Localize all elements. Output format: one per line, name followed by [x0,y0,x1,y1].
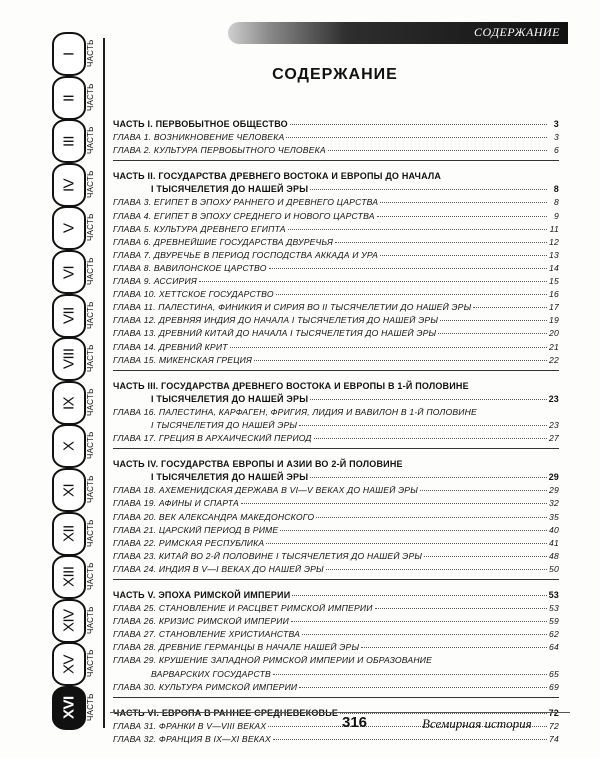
part-tab-numeral: III [52,119,86,163]
toc-entry-page: 20 [549,328,559,339]
toc-part-entry[interactable] [113,458,559,471]
toc-entry-page: 64 [549,642,559,653]
toc-leader-dots [254,360,547,361]
toc-entry-title: ГЛАВА 7. ДВУРЕЧЬЕ В ПЕРИОД ГОСПОДСТВА АККАДА И УРА [113,249,379,260]
toc-chapter-entry[interactable] [113,406,559,419]
toc-chapter-entry[interactable] [113,511,559,524]
toc-leader-dots [292,595,546,596]
toc-chapter-entry[interactable] [113,236,559,249]
toc-chapter-entry[interactable] [113,144,559,157]
toc-entry-page: 48 [549,550,559,561]
toc-leader-dots [299,425,547,426]
toc-entry-title: ГЛАВА 29. КРУШЕНИЕ ЗАПАДНОЙ РИМСКОЙ ИМПЕРИИ И ОБРАЗОВАНИЕ [113,655,433,666]
toc-entry-page: 59 [549,616,559,627]
toc-leader-dots [230,347,547,348]
part-tab[interactable] [48,117,100,163]
toc-entry-page: 69 [549,681,559,692]
toc-leader-dots [314,438,547,439]
toc-entry-title: ЧАСТЬ V. ЭПОХА РИМСКОЙ ИМПЕРИИ [113,590,291,600]
toc-chapter-entry[interactable] [113,288,559,301]
part-tab-numeral: IX [52,381,86,425]
toc-chapter-entry[interactable] [113,641,559,654]
part-tab-numeral: II [52,76,86,120]
toc-part-entry[interactable] [113,380,559,393]
toc-chapter-entry[interactable] [113,602,559,615]
toc-entry-page: 53 [549,603,559,614]
part-tab-numeral: VII [52,294,86,338]
part-tab-label: ЧАСТЬ [86,693,95,721]
part-tabs [48,30,100,730]
part-tab-label: ЧАСТЬ [86,300,95,329]
part-tab-numeral: IV [52,163,86,207]
toc-chapter-entry[interactable] [113,354,559,367]
part-tab-label: ЧАСТЬ [86,39,95,67]
toc-entry-title [113,707,338,720]
toc-entry-title: I ТЫСЯЧЕЛЕТИЯ ДО НАШЕЙ ЭРЫ [151,184,309,195]
part-tab-label: ЧАСТЬ [86,169,95,198]
toc-entry-title: ГЛАВА 2. КУЛЬТУРА ПЕРВОБЫТНОГО ЧЕЛОВЕКА [113,145,326,156]
toc-entry-page: 11 [549,223,559,234]
toc-entry-title: ГЛАВА 19. АФИНЫ И СПАРТА [113,498,239,509]
toc-entry-title: ГЛАВА 12. ДРЕВНЯЯ ИНДИЯ ДО НАЧАЛА I ТЫСЯЧЕЛЕТИЯ ДО НАШЕЙ ЭРЫ [113,315,439,326]
toc-entry-title: ГЛАВА 31. ФРАНКИ В V—VIII ВЕКАХ [113,720,267,731]
toc-entry-page: 17 [549,302,559,313]
toc-entry-title: ГЛАВА 13. ДРЕВНИЙ КИТАЙ ДО НАЧАЛА I ТЫСЯЧЕЛЕТИЯ ДО НАШЕЙ ЭРЫ [113,328,437,339]
part-tab-label: ЧАСТЬ [86,387,95,416]
toc-leader-dots [328,150,547,151]
toc-entry-title: ГЛАВА 26. КРИЗИС РИМСКОЙ ИМПЕРИИ [113,616,289,627]
part-tab[interactable] [48,292,100,338]
toc-entry-title: ЧАСТЬ IV. ГОСУДАРСТВА ЕВРОПЫ И АЗИИ ВО 2-Й ПОЛОВИНЕ [113,459,403,470]
toc-leader-dots [199,281,547,282]
toc-entry-page: 29 [548,472,559,483]
toc-entry-page: 27 [549,433,559,444]
toc-entry-page: 32 [549,498,559,509]
toc-part-entry[interactable] [113,170,559,183]
part-tab[interactable] [48,248,100,294]
part-tab-numeral: XIII [52,555,86,599]
tabs-divider [103,38,105,728]
toc-entry-title: ГЛАВА 32. ФРАНЦИЯ В IX—XI ВЕКАХ [113,733,271,744]
toc-entry-page: 40 [549,524,559,535]
toc-entry-title: ВАРВАРСКИХ ГОСУДАРСТВ [151,668,271,679]
toc-entry-title: ГЛАВА 11. ПАЛЕСТИНА, ФИНИКИЯ И СИРИЯ ВО II ТЫСЯЧЕЛЕТИИ ДО НАШЕЙ ЭРЫ [113,302,472,313]
part-tab-numeral: X [52,424,86,468]
toc-chapter-entry[interactable] [113,432,559,445]
toc-chapter-entry[interactable] [113,668,559,681]
toc-chapter-entry[interactable] [113,262,559,275]
toc-entry-title: ГЛАВА 10. ХЕТТСКОЕ ГОСУДАРСТВО [113,289,274,300]
toc-part-entry[interactable] [113,118,559,131]
toc-entry-title: ГЛАВА 18. АХЕМЕНИДСКАЯ ДЕРЖАВА В VI—V ВЕКАХ ДО НАШЕЙ ЭРЫ [113,485,419,496]
toc-entry-title: I ТЫСЯЧЕЛЕТИЯ ДО НАШЕЙ ЭРЫ [151,419,298,430]
toc-chapter-entry[interactable] [113,681,559,694]
toc-section [113,170,559,370]
toc-chapter-entry[interactable] [113,210,559,223]
toc-leader-dots [280,530,547,531]
toc-entry-page: 13 [549,249,559,260]
part-tab[interactable] [48,74,100,120]
toc-entry-title: ГЛАВА 16. ПАЛЕСТИНА, КАРФАГЕН, ФРИГИЯ, ЛИДИЯ И ВАВИЛОН В 1-Й ПОЛОВИНЕ [113,406,477,417]
toc-section [113,118,559,161]
toc-chapter-entry[interactable] [113,497,559,510]
part-tab-label: ЧАСТЬ [86,213,95,242]
part-tab[interactable] [48,597,100,643]
toc-entry-page: 14 [549,262,559,273]
toc-entry-page: 9 [554,210,559,221]
header-bar [228,22,568,44]
part-tab-label: ЧАСТЬ [86,518,95,547]
toc-leader-dots [335,242,547,243]
toc-leader-dots [286,137,547,138]
toc-entry-page: 41 [549,537,559,548]
toc-entry-title: ГЛАВА 21. ЦАРСКИЙ ПЕРИОД В РИМЕ [113,524,279,535]
toc-entry-page: 50 [549,563,559,574]
toc-entry-title: ГЛАВА 3. ЕГИПЕТ В ЭПОХУ РАННЕГО И ДРЕВНЕГО ЦАРСТВА [113,197,379,208]
part-tab[interactable] [48,335,100,381]
page-title: СОДЕРЖАНИЕ [272,66,398,83]
toc-chapter-entry[interactable] [113,733,559,746]
part-tab[interactable] [48,553,100,599]
toc-entry-title: ГЛАВА 25. СТАНОВЛЕНИЕ И РАСЦВЕТ РИМСКОЙ ИМПЕРИИ [113,603,373,614]
part-tab[interactable] [48,422,100,468]
part-tab-label: ЧАСТЬ [86,475,95,503]
toc-leader-dots [473,307,547,308]
part-tab-numeral: VIII [52,337,86,381]
toc-chapter-entry[interactable] [113,327,559,340]
toc-chapter-entry[interactable] [113,196,559,209]
toc-leader-dots [288,229,547,230]
toc-chapter-entry[interactable] [113,249,559,262]
part-tab-label: ЧАСТЬ [86,126,95,155]
toc-entry-title: ЧАСТЬ III. ГОСУДАРСТВА ДРЕВНЕГО ВОСТОКА И ЕВРОПЫ В 1-Й ПОЛОВИНЕ [113,380,469,391]
toc-section [113,380,559,449]
toc-chapter-entry[interactable] [113,301,559,314]
toc-entry-page: 19 [549,315,559,326]
toc-part-entry[interactable] [113,589,559,602]
toc-leader-dots [273,739,547,740]
toc-entry-title: ГЛАВА 27. СТАНОВЛЕНИЕ ХРИСТИАНСТВА [113,629,301,640]
part-tab-label: ЧАСТЬ [86,562,95,591]
toc-chapter-entry[interactable] [113,628,559,641]
toc-leader-dots [310,477,546,478]
toc-leader-dots [241,503,547,504]
toc-chapter-entry[interactable] [113,484,559,497]
toc-entry-title: ГЛАВА 15. МИКЕНСКАЯ ГРЕЦИЯ [113,354,253,365]
toc-chapter-entry[interactable] [113,550,559,563]
toc-leader-dots [291,621,547,622]
toc-entry-title: ГЛАВА 22. РИМСКАЯ РЕСПУБЛИКА [113,537,265,548]
toc-entry-page: 35 [549,511,559,522]
toc-chapter-entry[interactable] [113,131,559,144]
toc-leader-dots [438,333,547,334]
toc-entry-title: ГЛАВА 9. АССИРИЯ [113,276,197,287]
toc-leader-dots [420,490,547,491]
toc-entry-page: 62 [549,629,559,640]
part-tab-numeral: XI [52,468,86,512]
part-tab-label: ЧАСТЬ [86,431,95,460]
toc-entry-page: 3 [554,132,559,143]
toc-part-entry[interactable] [113,471,559,484]
toc-leader-dots [380,202,547,203]
toc-entry-page: 29 [549,485,559,496]
toc-entry-page: 53 [548,590,559,600]
part-tab[interactable] [48,161,100,207]
toc-entry-page: 8 [553,184,559,195]
toc-leader-dots [440,320,547,321]
toc-entry-page: 3 [553,119,559,129]
part-tab-numeral: V [52,206,86,250]
toc-entry-page: 21 [549,341,559,352]
toc-section [113,589,559,698]
part-tab[interactable] [48,510,100,556]
toc-entry-title: I ТЫСЯЧЕЛЕТИЯ ДО НАШЕЙ ЭРЫ [151,472,309,483]
footer-book-title: Всемирная история [422,716,532,731]
part-tab[interactable] [48,30,100,76]
header-section-label: СОДЕРЖАНИЕ [473,25,560,39]
part-tab-numeral: XIV [52,599,86,643]
toc-entry-title: ЧАСТЬ I. ПЕРВОБЫТНОЕ ОБЩЕСТВО [113,119,288,129]
toc-entry-title: ГЛАВА 6. ДРЕВНЕЙШИЕ ГОСУДАРСТВА ДВУРЕЧЬЯ [113,236,334,247]
toc-leader-dots [290,124,547,125]
footer-divider [110,712,570,713]
toc-chapter-entry[interactable] [113,537,559,550]
toc-leader-dots [302,634,547,635]
toc-leader-dots [266,543,547,544]
toc-chapter-entry[interactable] [113,419,559,432]
toc-entry-title: ГЛАВА 30. КУЛЬТУРА РИМСКОЙ ИМПЕРИИ [113,681,298,692]
toc-entry-page: 65 [549,668,559,679]
toc-leader-dots [361,647,547,648]
toc-entry-page: 8 [554,197,559,208]
toc-entry-title: ГЛАВА 28. ДРЕВНИЕ ГЕРМАНЦЫ В НАЧАЛЕ НАШЕЙ ЭРЫ [113,642,360,653]
toc-leader-dots [299,687,547,688]
part-tab[interactable] [48,204,100,250]
part-tab-numeral: VI [52,250,86,294]
toc-entry-page: 72 [549,720,559,731]
toc-entry-page: 23 [548,393,559,404]
footer-page-number: 316 [342,714,368,731]
toc-chapter-entry[interactable] [113,314,559,327]
part-tab-label: ЧАСТЬ [86,257,95,285]
toc-entry-page [549,707,559,720]
toc-chapter-entry[interactable] [113,341,559,354]
toc-entry-page: 16 [549,289,559,300]
toc-entry-title: ГЛАВА 24. ИНДИЯ В V—I ВЕКАХ ДО НАШЕЙ ЭРЫ [113,563,324,574]
part-tab-numeral: I [52,32,86,76]
part-tab[interactable] [48,684,100,730]
toc-leader-dots [276,294,547,295]
toc-leader-dots [424,556,547,557]
toc-chapter-entry[interactable] [113,615,559,628]
toc-leader-dots [380,255,547,256]
part-tab[interactable] [48,379,100,425]
toc-entry-title: ГЛАВА 23. КИТАЙ ВО 2-Й ПОЛОВИНЕ I ТЫСЯЧЕЛЕТИЯ ДО НАШЕЙ ЭРЫ [113,550,423,561]
toc-chapter-entry[interactable] [113,654,559,667]
toc-chapter-entry[interactable] [113,524,559,537]
toc-leader-dots [269,268,547,269]
part-tab-numeral: XV [52,642,86,686]
toc-section [113,458,559,580]
part-tab-label: ЧАСТЬ [86,605,95,634]
part-tab-numeral: XII [52,512,86,556]
toc-entry-title: ЧАСТЬ II. ГОСУДАРСТВА ДРЕВНЕГО ВОСТОКА И ЕВРОПЫ ДО НАЧАЛА [113,171,442,182]
toc-entry-title: ГЛАВА 20. ВЕК АЛЕКСАНДРА МАКЕДОНСКОГО [113,511,315,522]
toc-chapter-entry[interactable] [113,223,559,236]
toc-entry-title: ГЛАВА 8. ВАВИЛОНСКОЕ ЦАРСТВО [113,262,267,273]
toc-leader-dots [273,674,547,675]
toc-entry-page: 22 [549,354,559,365]
part-tab[interactable] [48,640,100,686]
toc-entry-page: 12 [549,236,559,247]
toc-entry-title: I ТЫСЯЧЕЛЕТИЯ ДО НАШЕЙ ЭРЫ [151,393,309,404]
toc-part-entry[interactable] [113,393,559,406]
part-tab[interactable] [48,466,100,512]
toc-chapter-entry[interactable] [113,563,559,576]
toc-entry-title: ГЛАВА 14. ДРЕВНИЙ КРИТ [113,341,228,352]
toc-entry-title: ГЛАВА 5. КУЛЬТУРА ДРЕВНЕГО ЕГИПТА [113,223,286,234]
toc-entry-page: 6 [554,145,559,156]
toc-leader-dots [375,608,547,609]
toc-entry-page: 23 [549,419,559,430]
toc-chapter-entry[interactable] [113,275,559,288]
toc-entry-title: ГЛАВА 1. ВОЗНИКНОВЕНИЕ ЧЕЛОВЕКА [113,132,285,143]
toc-leader-dots [310,189,547,190]
part-tab-label: ЧАСТЬ [86,649,95,678]
toc-entry-title: ГЛАВА 4. ЕГИПЕТ В ЭПОХУ СРЕДНЕГО И НОВОГО ЦАРСТВА [113,210,375,221]
part-tab-numeral: XVI [52,686,86,730]
toc-entry-page: 74 [549,733,559,744]
toc-entry-page: 15 [549,276,559,287]
table-of-contents [113,118,559,758]
toc-part-entry[interactable] [113,183,559,196]
toc-leader-dots [310,399,546,400]
part-tab-label: ЧАСТЬ [86,82,95,111]
part-tab-label: ЧАСТЬ [86,344,95,373]
toc-entry-title: ГЛАВА 17. ГРЕЦИЯ В АРХАИЧЕСКИЙ ПЕРИОД [113,433,312,444]
toc-leader-dots [377,216,547,217]
toc-leader-dots [316,517,547,518]
toc-leader-dots [326,569,547,570]
